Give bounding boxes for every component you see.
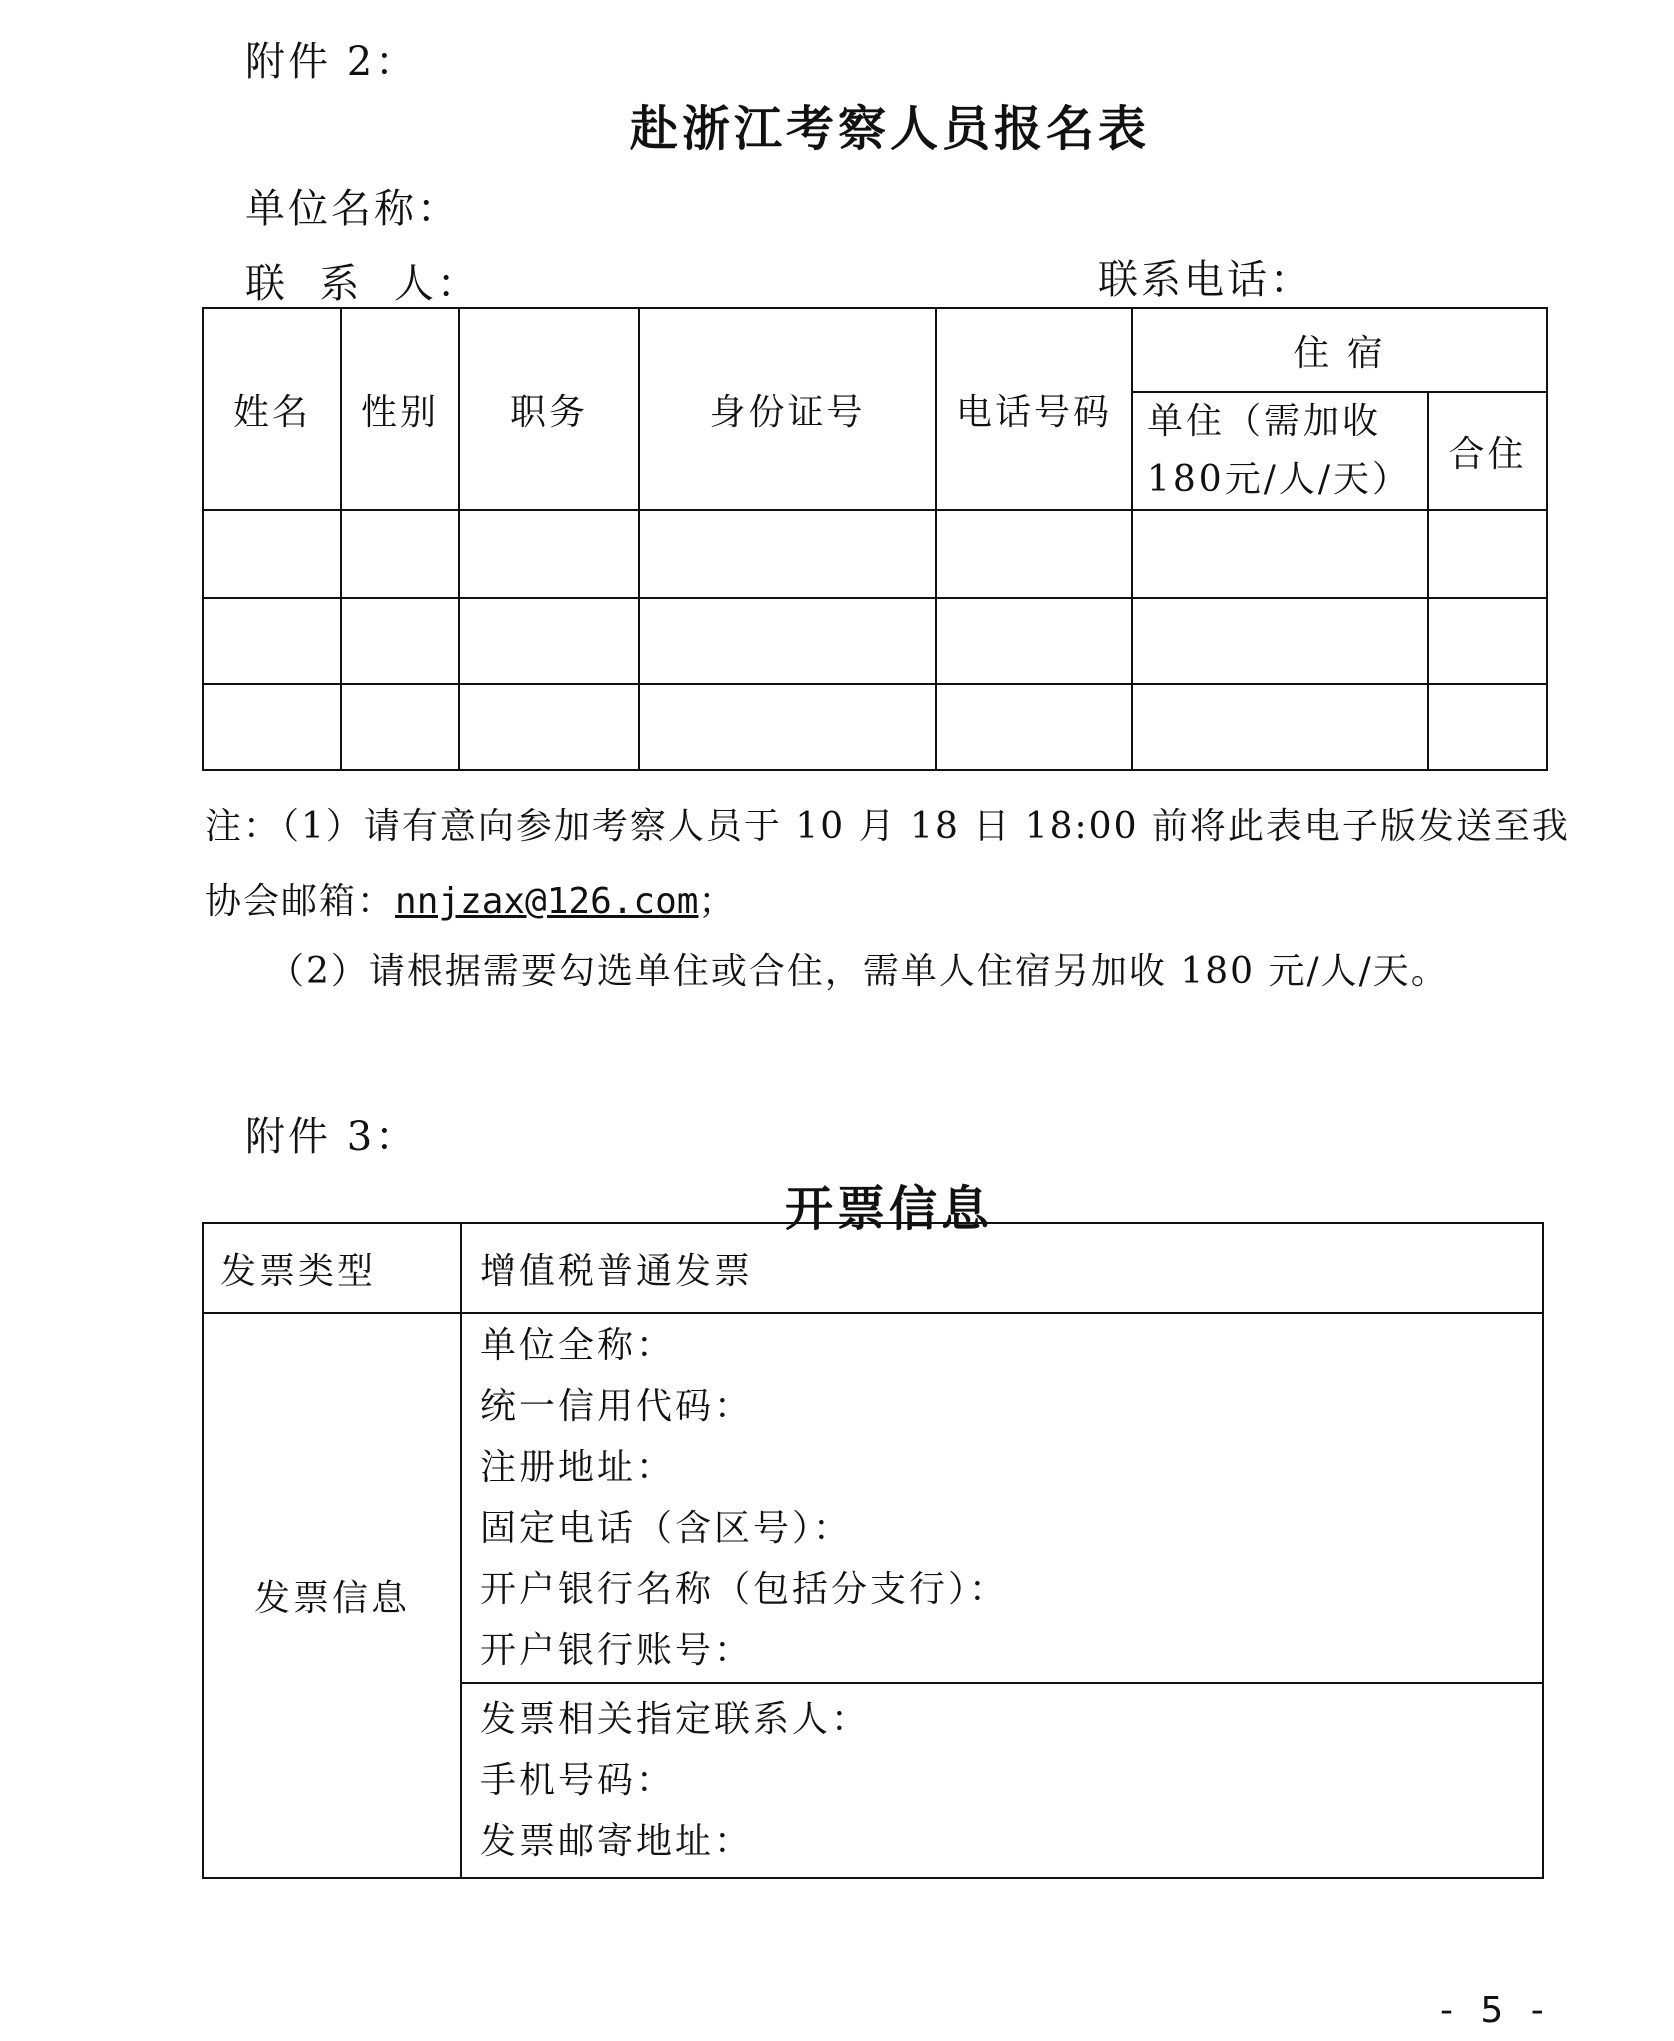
cell-phone-number[interactable] xyxy=(936,598,1132,684)
page-number: - 5 - xyxy=(1440,1990,1552,2031)
header-shared-room: 合住 xyxy=(1428,392,1547,510)
cell-shared-room[interactable] xyxy=(1428,598,1547,684)
note-1-prefix: 协会邮箱： xyxy=(205,881,396,922)
invoice-table xyxy=(202,1222,1544,1879)
cell-gender[interactable] xyxy=(341,684,459,770)
cell-gender[interactable] xyxy=(341,510,459,598)
field-registered-address[interactable]: 注册地址： xyxy=(480,1447,676,1488)
cell-single-room[interactable] xyxy=(1132,598,1428,684)
field-mailing-address[interactable]: 发票邮寄地址： xyxy=(480,1821,754,1862)
cell-id-number[interactable] xyxy=(639,684,936,770)
cell-id-number[interactable] xyxy=(639,510,936,598)
invoice-info-label: 发票信息 xyxy=(203,1313,461,1878)
field-bank-name[interactable]: 开户银行名称（包括分支行）： xyxy=(480,1569,1009,1610)
note-1-suffix: ； xyxy=(698,881,737,922)
field-bank-account[interactable]: 开户银行账号： xyxy=(480,1630,754,1671)
table-row xyxy=(203,598,1547,684)
invoice-type-label: 发票类型 xyxy=(203,1223,461,1313)
cell-shared-room[interactable] xyxy=(1428,684,1547,770)
table-row xyxy=(203,510,1547,598)
cell-position[interactable] xyxy=(459,598,639,684)
cell-position[interactable] xyxy=(459,684,639,770)
invoice-info-title: 开票信息 xyxy=(785,1181,994,1237)
note-1-line-1: 注：（1）请有意向参加考察人员于 10 月 18 日 18:00 前将此表电子版发送至我 xyxy=(205,806,1570,847)
header-position: 职务 xyxy=(459,308,639,510)
registration-table xyxy=(202,307,1548,771)
cell-position[interactable] xyxy=(459,510,639,598)
contact-phone-label: 联系电话： xyxy=(1098,257,1313,303)
cell-gender[interactable] xyxy=(341,598,459,684)
field-mobile-number[interactable]: 手机号码： xyxy=(480,1760,676,1801)
header-single-room: 单住（需加收180元/人/天） xyxy=(1132,392,1428,510)
invoice-type-value: 增值税普通发票 xyxy=(461,1223,1543,1313)
field-invoice-contact[interactable]: 发票相关指定联系人： xyxy=(480,1699,871,1740)
attachment-3-label: 附件 3： xyxy=(245,1114,419,1160)
cell-name[interactable] xyxy=(203,510,341,598)
cell-single-room[interactable] xyxy=(1132,684,1428,770)
cell-id-number[interactable] xyxy=(639,598,936,684)
header-id-number: 身份证号 xyxy=(639,308,936,510)
invoice-fields xyxy=(461,1313,1543,1683)
header-phone-number: 电话号码 xyxy=(936,308,1132,510)
header-name: 姓名 xyxy=(203,308,341,510)
table-row xyxy=(203,684,1547,770)
cell-phone-number[interactable] xyxy=(936,510,1132,598)
cell-name[interactable] xyxy=(203,598,341,684)
header-gender: 性别 xyxy=(341,308,459,510)
header-accommodation: 住 宿 xyxy=(1132,308,1547,392)
field-landline[interactable]: 固定电话（含区号）： xyxy=(480,1508,853,1549)
contact-person-label: 联 系 人： xyxy=(245,261,480,307)
email-link[interactable]: nnjzax@126.com xyxy=(395,881,699,922)
cell-single-room[interactable] xyxy=(1132,510,1428,598)
attachment-2-label: 附件 2： xyxy=(245,39,419,85)
registration-form-title: 赴浙江考察人员报名表 xyxy=(630,101,1151,157)
note-1-line-2 xyxy=(205,873,736,924)
cell-shared-room[interactable] xyxy=(1428,510,1547,598)
cell-name[interactable] xyxy=(203,684,341,770)
unit-name-label: 单位名称： xyxy=(245,186,460,232)
cell-phone-number[interactable] xyxy=(936,684,1132,770)
field-company-name[interactable]: 单位全称： xyxy=(480,1325,676,1366)
note-2: （2）请根据需要勾选单住或合住，需单人住宿另加收 180 元/人/天。 xyxy=(268,951,1449,992)
field-credit-code[interactable]: 统一信用代码： xyxy=(480,1386,754,1427)
contact-fields xyxy=(461,1683,1543,1878)
